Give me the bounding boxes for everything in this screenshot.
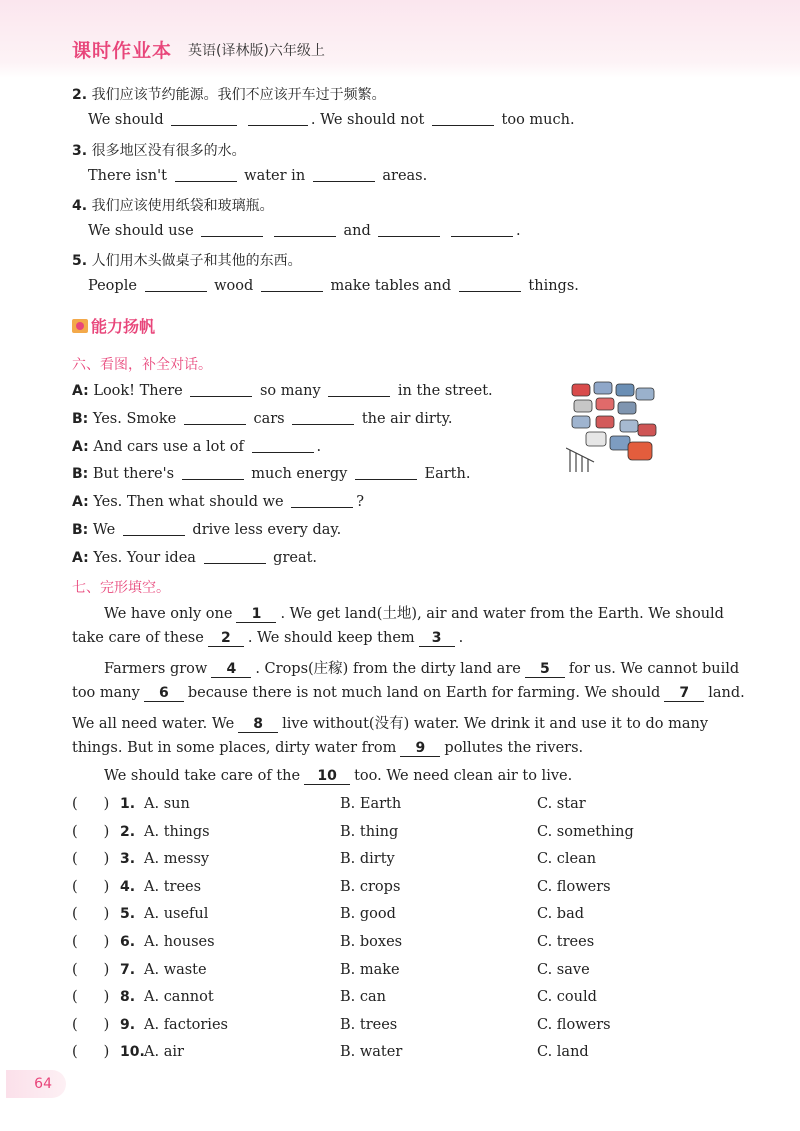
blank[interactable] bbox=[328, 382, 390, 397]
blank[interactable] bbox=[252, 438, 314, 453]
answer-bracket[interactable]: ( ) bbox=[72, 878, 110, 895]
dialogue-line: A: Look! There so many in the street. bbox=[72, 383, 493, 399]
question-number: 3. bbox=[120, 851, 136, 868]
blank[interactable] bbox=[182, 465, 244, 480]
question-number: 1. bbox=[120, 796, 136, 812]
option-c[interactable]: C. save bbox=[537, 961, 590, 978]
answer-bracket[interactable]: ( ) bbox=[72, 934, 110, 950]
blank[interactable] bbox=[204, 549, 266, 564]
blank[interactable] bbox=[313, 167, 375, 182]
option-a[interactable]: A. useful bbox=[144, 906, 209, 923]
blank[interactable] bbox=[355, 465, 417, 480]
cloze-blank[interactable]: 4 bbox=[211, 661, 251, 678]
option-b[interactable]: B. trees bbox=[340, 1016, 398, 1033]
question-number: 6. bbox=[120, 934, 136, 950]
question-number: 8. bbox=[120, 989, 136, 1006]
question-number: 10. bbox=[120, 1044, 145, 1061]
answer-bracket[interactable]: ( ) bbox=[72, 961, 110, 978]
cloze-blank[interactable]: 5 bbox=[525, 661, 565, 678]
question-number: 5. bbox=[120, 906, 136, 923]
option-b[interactable]: B. boxes bbox=[340, 934, 403, 950]
option-b[interactable]: B. water bbox=[340, 1044, 403, 1061]
option-b[interactable]: B. can bbox=[340, 989, 386, 1006]
answer-bracket[interactable]: ( ) bbox=[72, 851, 110, 868]
passage-line: too many 6 because there is not much land on Earth for farming. We should 7 land. bbox=[72, 685, 745, 701]
option-a[interactable]: A. cannot bbox=[144, 989, 214, 1006]
blank[interactable] bbox=[171, 111, 237, 126]
dialogue-line: A: Yes. Then what should we ? bbox=[72, 494, 364, 510]
option-c[interactable]: C. something bbox=[537, 823, 634, 840]
passage-line: take care of these 2 . We should keep them 3 . bbox=[72, 630, 464, 646]
option-a[interactable]: A. messy bbox=[144, 851, 210, 868]
option-c[interactable]: C. land bbox=[537, 1044, 589, 1061]
option-b[interactable]: B. make bbox=[340, 961, 400, 978]
item-3-chinese: 3. 很多地区没有很多的水。 bbox=[72, 143, 246, 159]
blank[interactable] bbox=[274, 222, 336, 237]
cloze-blank[interactable]: 3 bbox=[419, 630, 455, 647]
answer-bracket[interactable]: ( ) bbox=[72, 906, 110, 923]
dialogue-line: A: Yes. Your idea great. bbox=[72, 550, 318, 566]
item-2-chinese: 2. 我们应该节约能源。我们不应该开车过于频繁。 bbox=[72, 87, 386, 103]
option-c[interactable]: C. could bbox=[537, 989, 597, 1006]
question-number: 9. bbox=[120, 1016, 136, 1033]
blank[interactable] bbox=[451, 222, 513, 237]
passage-line: things. But in some places, dirty water from 9 pollutes the rivers. bbox=[72, 740, 584, 756]
section-6-title: 六、看图，补全对话。 bbox=[72, 357, 212, 373]
cloze-blank[interactable]: 6 bbox=[144, 685, 184, 702]
answer-bracket[interactable]: ( ) bbox=[72, 1016, 110, 1033]
item-2-english: We should . We should not too much. bbox=[88, 112, 575, 128]
option-b[interactable]: B. thing bbox=[340, 823, 399, 840]
passage-line: We should take care of the 10 too. We need clean air to live. bbox=[104, 768, 573, 784]
dialogue-line: B: But there's much energy Earth. bbox=[72, 466, 471, 482]
question-number: 4. bbox=[120, 878, 136, 895]
blank[interactable] bbox=[292, 410, 354, 425]
blank[interactable] bbox=[190, 382, 252, 397]
blank[interactable] bbox=[459, 277, 521, 292]
blank[interactable] bbox=[248, 111, 308, 126]
item-4-english: We should use and . bbox=[88, 223, 521, 239]
option-a[interactable]: A. air bbox=[144, 1044, 184, 1061]
blank[interactable] bbox=[378, 222, 440, 237]
blank[interactable] bbox=[175, 167, 237, 182]
cloze-blank[interactable]: 7 bbox=[664, 685, 704, 702]
option-b[interactable]: B. Earth bbox=[340, 796, 402, 812]
dialogue-line: A: And cars use a lot of . bbox=[72, 439, 322, 455]
cloze-blank[interactable]: 2 bbox=[208, 630, 244, 647]
option-c[interactable]: C. star bbox=[537, 796, 586, 812]
cloze-blank[interactable]: 8 bbox=[238, 716, 278, 733]
series-title: 课时作业本 bbox=[72, 40, 173, 62]
option-a[interactable]: A. sun bbox=[144, 796, 190, 812]
option-c[interactable]: C. flowers bbox=[537, 878, 611, 895]
blank[interactable] bbox=[432, 111, 494, 126]
option-b[interactable]: B. dirty bbox=[340, 851, 395, 868]
blank[interactable] bbox=[291, 493, 353, 508]
option-a[interactable]: A. houses bbox=[144, 934, 215, 950]
passage-line: We have only one 1 . We get land(土地), air and water from the Earth. We should bbox=[104, 606, 724, 622]
option-c[interactable]: C. clean bbox=[537, 851, 597, 868]
blank[interactable] bbox=[145, 277, 207, 292]
answer-bracket[interactable]: ( ) bbox=[72, 823, 110, 840]
option-a[interactable]: A. waste bbox=[144, 961, 207, 978]
cloze-blank[interactable]: 9 bbox=[400, 740, 440, 757]
question-number: 7. bbox=[120, 961, 136, 978]
passage-line: Farmers grow 4 . Crops(庄稼) from the dirty land are 5 for us. We cannot build bbox=[104, 661, 740, 677]
traffic-jam-illustration bbox=[566, 378, 662, 474]
ability-badge-icon bbox=[72, 319, 88, 333]
option-b[interactable]: B. good bbox=[340, 906, 396, 923]
page-number: 64 bbox=[6, 1070, 66, 1098]
blank[interactable] bbox=[201, 222, 263, 237]
dialogue-line: B: Yes. Smoke cars the air dirty. bbox=[72, 411, 453, 427]
cloze-blank[interactable]: 10 bbox=[304, 768, 350, 785]
answer-bracket[interactable]: ( ) bbox=[72, 989, 110, 1006]
blank[interactable] bbox=[123, 521, 185, 536]
option-c[interactable]: C. flowers bbox=[537, 1016, 611, 1033]
dialogue-line: B: We drive less every day. bbox=[72, 522, 342, 538]
item-5-english: People wood make tables and things. bbox=[88, 278, 579, 294]
section-7-title: 七、完形填空。 bbox=[72, 580, 170, 596]
option-a[interactable]: A. factories bbox=[144, 1016, 228, 1033]
item-3-english: There isn't water in areas. bbox=[88, 168, 428, 184]
item-5-chinese: 5. 人们用木头做桌子和其他的东西。 bbox=[72, 253, 302, 269]
cloze-blank[interactable]: 1 bbox=[236, 606, 276, 623]
option-b[interactable]: B. crops bbox=[340, 878, 401, 895]
blank[interactable] bbox=[184, 410, 246, 425]
option-a[interactable]: A. things bbox=[144, 823, 210, 840]
passage-line: We all need water. We 8 live without(没有) water. We drink it and use it to do many bbox=[72, 716, 709, 732]
option-c[interactable]: C. trees bbox=[537, 934, 595, 950]
ability-heading: 能力扬帆 bbox=[72, 314, 155, 337]
item-4-chinese: 4. 我们应该使用纸袋和玻璃瓶。 bbox=[72, 198, 274, 214]
option-c[interactable]: C. bad bbox=[537, 906, 585, 923]
book-subtitle: 英语(译林版)六年级上 bbox=[188, 43, 325, 59]
blank[interactable] bbox=[261, 277, 323, 292]
question-number: 2. bbox=[120, 823, 136, 840]
answer-bracket[interactable]: ( ) bbox=[72, 1044, 110, 1061]
answer-bracket[interactable]: ( ) bbox=[72, 796, 110, 812]
option-a[interactable]: A. trees bbox=[144, 878, 202, 895]
